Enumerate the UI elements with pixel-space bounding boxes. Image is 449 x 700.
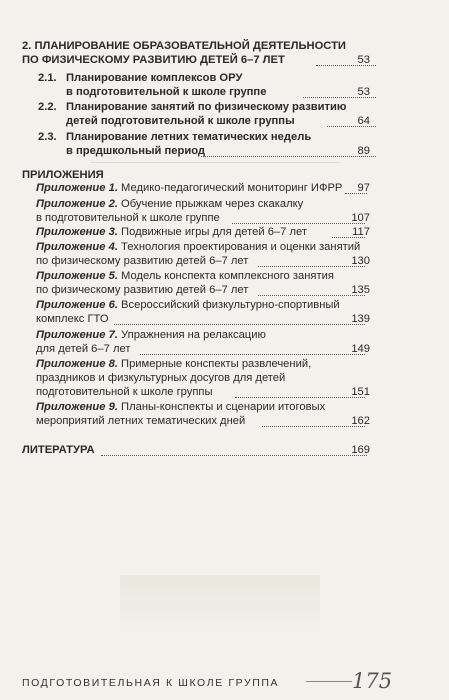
appendix-label: Приложение 1. [36,182,118,194]
appendix-label: Приложение 9. [36,401,118,413]
appendix-7-entry [36,329,266,342]
page-number: 53 [357,54,370,66]
section-2-3-title-line1: Планирование летних тематических недель [66,131,312,143]
appendix-5-title-line1: Модель конспекта комплексного занятия [117,270,334,282]
appendix-label: Приложение 7. [36,329,118,341]
appendix-8-entry [36,358,311,371]
appendix-label: Приложение 2. [36,198,118,210]
appendix-3-entry [36,226,307,239]
appendix-3-title-line1: Подвижные игры для детей 6–7 лет [117,226,307,238]
section-2-2-number: 2.2. [38,101,57,113]
section-2-3-number: 2.3. [38,131,57,143]
appendix-4-entry [36,241,360,254]
appendix-9-title-line1: Планы-конспекты и сценарии итоговых [117,401,326,413]
section-2-1-number: 2.1. [38,72,57,84]
appendix-4-title-line1: Технология проектирования и оценки занятий [117,241,361,253]
appendix-2-title-line2: в подготовительной к школе группе [36,212,220,224]
leader-dots [101,455,367,456]
section-2-1-title-line2: в подготовительной к школе группе [66,86,267,98]
page-number: 130 [351,255,370,267]
section-2-3-title-line2: в предшкольный период [66,145,205,157]
leader-dots [114,324,365,325]
appendix-8-title-line1: Примерные конспекты развлечений, [117,358,312,370]
page-number: 162 [351,415,370,427]
page-number: 149 [351,343,370,355]
section-2-2-title-line1: Планирование занятий по физическому развитию [66,101,347,113]
appendix-6-title-line2: комплекс ГТО [36,313,109,325]
page-number: 135 [351,284,370,296]
section-2-1-title-line1: Планирование комплексов ОРУ [66,72,243,84]
page-number: 139 [351,313,370,325]
appendix-9-title-line2: мероприятий летних тематических дней [36,415,246,427]
running-title: ПОДГОТОВИТЕЛЬНАЯ К ШКОЛЕ ГРУППА [22,677,280,689]
section-2-title-line2: ПО ФИЗИЧЕСКОМУ РАЗВИТИЮ ДЕТЕЙ 6–7 ЛЕТ [22,54,285,66]
page-number: 64 [357,115,370,127]
section-2-title-line1: 2. ПЛАНИРОВАНИЕ ОБРАЗОВАТЕЛЬНОЙ ДЕЯТЕЛЬНОСТИ [22,40,346,52]
appendix-label: Приложение 5. [36,270,118,282]
appendix-6-title-line1: Всероссийский физкультурно-спортивный [117,299,340,311]
appendix-5-entry [36,270,334,283]
appendix-8-title-line2: праздников и физкультурных досугов для детей [36,372,286,384]
appendix-5-title-line2: по физическому развитию детей 6–7 лет [36,284,249,296]
page-number: 151 [351,386,370,398]
appendices-heading: ПРИЛОЖЕНИЯ [22,169,104,181]
folio-number: 175 [352,669,393,693]
appendix-1-entry [36,182,342,195]
appendix-9-entry [36,401,325,414]
appendix-1-title-line1: Медико-педагогический мониторинг ИФРР [117,182,343,194]
bleed-through-mark [120,575,320,635]
section-2-2-title-line2: детей подготовительной к школе группы [66,115,295,127]
appendix-4-title-line2: по физическому развитию детей 6–7 лет [36,255,249,267]
appendix-7-title-line1: Упражнения на релаксацию [117,329,266,341]
page-number: 107 [351,212,370,224]
appendix-label: Приложение 8. [36,358,118,370]
appendix-7-title-line2: для детей 6–7 лет [36,343,131,355]
appendix-label: Приложение 6. [36,299,118,311]
page-number: 97 [357,182,370,194]
appendix-label: Приложение 3. [36,226,118,238]
appendix-2-entry [36,198,303,211]
page-number: 53 [357,86,370,98]
page-number: 89 [357,145,370,157]
appendix-6-entry [36,299,340,312]
appendix-8-title-line3: подготовительной к школе группы [36,386,213,398]
page-number: 117 [352,226,370,238]
page-number: 169 [351,444,370,456]
appendix-2-title-line1: Обучение прыжкам через скакалку [117,198,304,210]
footer-rule [306,681,352,682]
literature-label: ЛИТЕРАТУРА [22,444,95,456]
appendix-label: Приложение 4. [36,241,118,253]
